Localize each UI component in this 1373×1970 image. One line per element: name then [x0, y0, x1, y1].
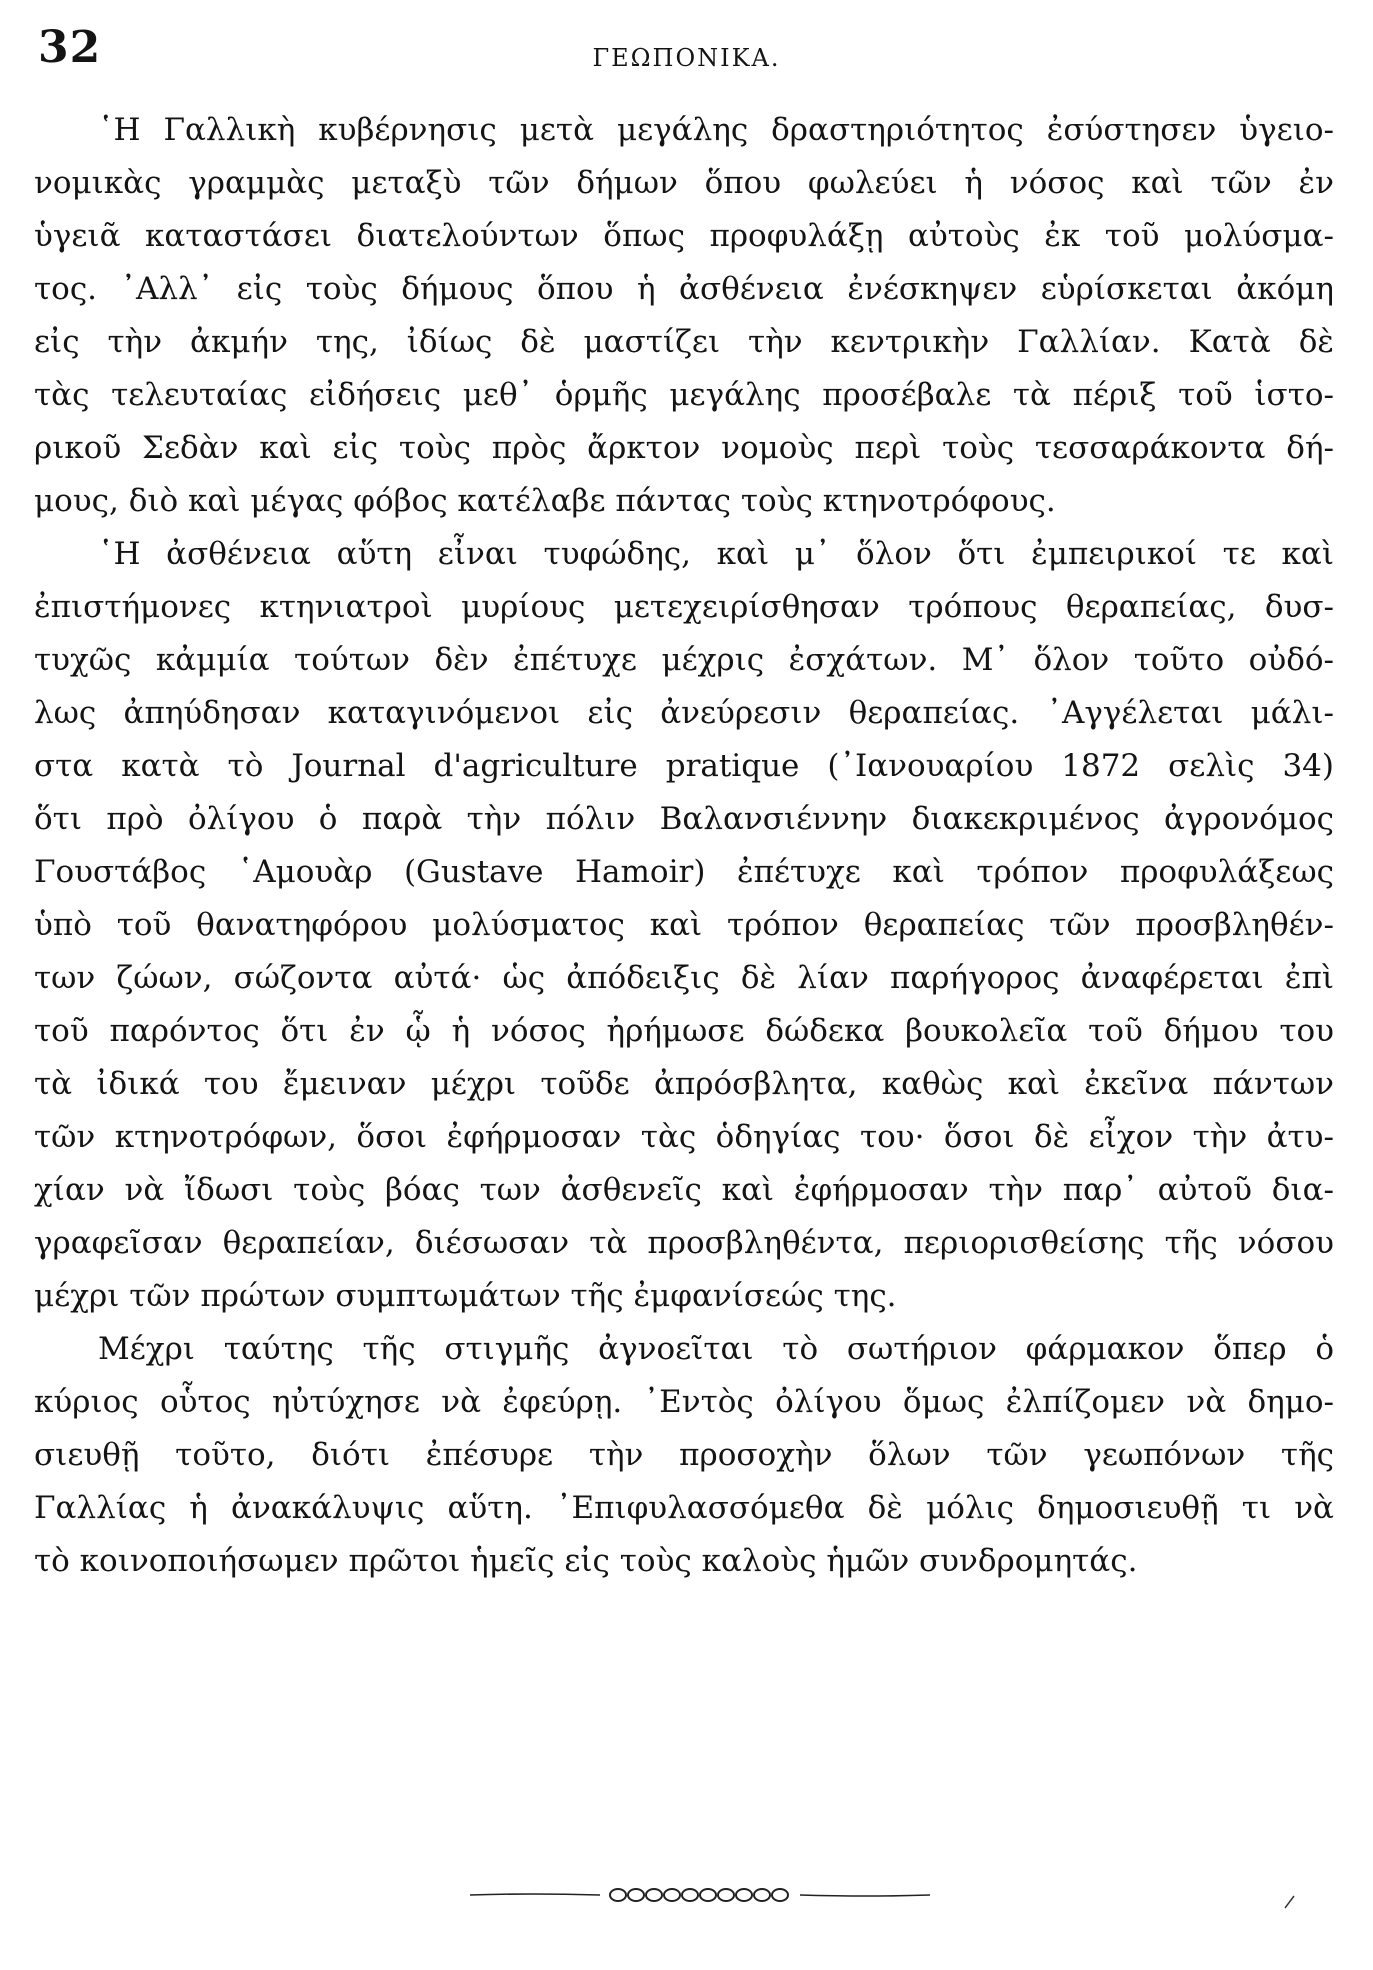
text-line: ῾Η ἀσθένεια αὕτη εἶναι τυφώδης, καὶ μ᾿ ὅλον ὅτι ἐμπειρικοί τε καὶ [98, 536, 1334, 572]
text-line: κύριος οὗτος ηὐτύχησε νὰ ἐφεύρῃ. ᾿Εντὸς ὀλίγου ὅμως ἐλπίζομεν νὰ δημο- [34, 1384, 1334, 1420]
text-line: Μέχρι ταύτης τῆς στιγμῆς ἀγνοεῖται τὸ σωτήριον φάρμακον ὅπερ ὁ [98, 1331, 1334, 1367]
text-line: μέχρι τῶν πρώτων συμπτωμάτων τῆς ἐμφανίσεώς της. [34, 1278, 897, 1314]
text-line: τὸ κοινοποιήσωμεν πρῶτοι ἡμεῖς εἰς τοὺς καλοὺς ἡμῶν συνδρομητάς. [34, 1543, 1138, 1579]
text-line: ὑγειᾶ καταστάσει διατελούντων ὅπως προφυλάξῃ αὐτοὺς ἐκ τοῦ μολύσμα- [34, 218, 1334, 254]
text-line: μους, διὸ καὶ μέγας φόβος κατέλαβε πάντας τοὺς κτηνοτρόφους. [34, 483, 1056, 519]
paragraph [34, 1323, 1334, 1588]
text-line: Γαλλίας ἡ ἀνακάλυψις αὕτη. ᾿Επιφυλασσόμεθα δὲ μόλις δημοσιευθῇ τι νὰ [34, 1490, 1334, 1526]
text-line: χίαν νὰ ἴδωσι τοὺς βόας των ἀσθενεῖς καὶ ἐφήρμοσαν τὴν παρ᾿ αὐτοῦ δια- [34, 1172, 1334, 1208]
text-line: λως ἀπηύδησαν καταγινόμενοι εἰς ἀνεύρεσιν θεραπείας. ᾿Αγγέλεται μάλι- [34, 695, 1334, 731]
stray-ink-mark [1282, 1894, 1296, 1910]
paragraph [34, 104, 1334, 528]
text-line: νομικὰς γραμμὰς μεταξὺ τῶν δήμων ὅπου φωλεύει ἡ νόσος καὶ τῶν ἐν [34, 165, 1334, 201]
text-line: εἰς τὴν ἀκμήν της, ἰδίως δὲ μαστίζει τὴν κεντρικὴν Γαλλίαν. Κατὰ δὲ [34, 324, 1334, 360]
text-line: ῾Η Γαλλικὴ κυβέρνησις μετὰ μεγάλης δραστηριότητος ἐσύστησεν ὑγειο- [98, 112, 1334, 148]
text-line: τος. ᾿Αλλ᾿ εἰς τοὺς δήμους ὅπου ἡ ἀσθένεια ἐνέσκηψεν εὑρίσκεται ἀκόμη [34, 271, 1334, 307]
text-line: τοῦ παρόντος ὅτι ἐν ᾧ ἡ νόσος ἠρήμωσε δώδεκα βουκολεῖα τοῦ δήμου του [34, 1013, 1334, 1049]
body-text [34, 104, 1334, 1588]
text-line: γραφεῖσαν θεραπείαν, διέσωσαν τὰ προσβληθέντα, περιορισθείσης τῆς νόσου [34, 1225, 1334, 1261]
text-line: τῶν κτηνοτρόφων, ὅσοι ἐφήρμοσαν τὰς ὁδηγίας του· ὅσοι δὲ εἶχον τὴν ἀτυ- [34, 1119, 1334, 1155]
running-title: ΓΕΩΠΟΝΙΚΑ. [592, 44, 781, 72]
paragraph [34, 528, 1334, 1323]
ornamental-tailpiece [470, 1887, 930, 1903]
text-line: σιευθῇ τοῦτο, διότι ἐπέσυρε τὴν προσοχὴν ὅλων τῶν γεωπόνων τῆς [34, 1437, 1334, 1473]
text-line: ὅτι πρὸ ὀλίγου ὁ παρὰ τὴν πόλιν Βαλανσιέννην διακεκριμένος ἀγρονόμος [34, 801, 1334, 837]
text-line: των ζώων, σώζοντα αὐτά· ὡς ἀπόδειξις δὲ λίαν παρήγορος ἀναφέρεται ἐπὶ [34, 960, 1334, 996]
text-line: τὰς τελευταίας εἰδήσεις μεθ᾿ ὁρμῆς μεγάλης προσέβαλε τὰ πέριξ τοῦ ἱστο- [34, 377, 1334, 413]
text-line: ρικοῦ Σεδὰν καὶ εἰς τοὺς πρὸς ἄρκτον νομοὺς περὶ τοὺς τεσσαράκοντα δή- [34, 430, 1334, 466]
text-line: Γουστάβος ῾Αμουὰρ (Gustave Hamoir) ἐπέτυχε καὶ τρόπον προφυλάξεως [34, 854, 1334, 890]
text-line: τὰ ἰδικά του ἔμειναν μέχρι τοῦδε ἀπρόσβλητα, καθὼς καὶ ἐκεῖνα πάντων [34, 1066, 1334, 1102]
text-line: ὑπὸ τοῦ θανατηφόρου μολύσματος καὶ τρόπον θεραπείας τῶν προσβληθέν- [34, 907, 1334, 943]
text-line: τυχῶς κἀμμία τούτων δὲν ἐπέτυχε μέχρις ἐσχάτων. Μ᾿ ὅλον τοῦτο οὐδό- [34, 642, 1334, 678]
text-line: ἐπιστήμονες κτηνιατροὶ μυρίους μετεχειρίσθησαν τρόπους θεραπείας, δυσ- [34, 589, 1334, 625]
page-number: 32 [38, 22, 102, 73]
text-line: στα κατὰ τὸ Journal d'agriculture pratique (᾿Ιανουαρίου 1872 σελὶς 34) [34, 748, 1334, 784]
